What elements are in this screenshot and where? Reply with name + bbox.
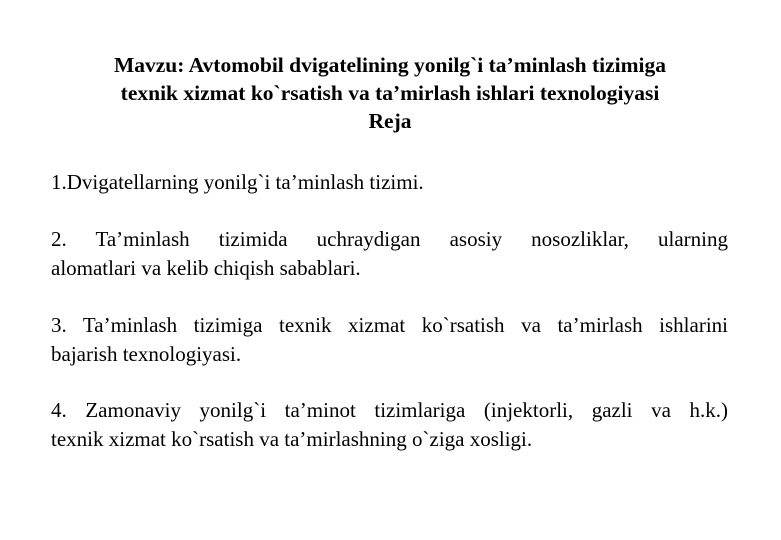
plan-item-1-line-1: 1.Dvigatellarning yonilg`i ta’minlash tizimi. <box>51 170 424 194</box>
plan-item-2 <box>51 225 728 283</box>
plan-item-2-line-1: 2. Ta’minlash tizimida uchraydigan asosiy nosozliklar, ularning <box>51 227 728 251</box>
title-line-1: Mavzu: Avtomobil dvigatelining yonilg`i ta’minlash tizimiga <box>113 53 667 77</box>
plan-item-1 <box>51 168 728 197</box>
plan-item-4 <box>51 396 728 454</box>
plan-item-3-line-2: bajarish texnologiyasi. <box>51 342 242 366</box>
plan-item-4-line-2: texnik xizmat ko`rsatish va ta’mirlashning o`ziga xosligi. <box>51 427 533 451</box>
plan-item-2-line-2: alomatlari va kelib chiqish sabablari. <box>51 256 361 280</box>
plan-item-4-line-1: 4. Zamonaviy yonilg`i ta’minot tizimlariga (injektorli, gazli va h.k.) <box>51 398 728 422</box>
plan-item-3-line-1: 3. Ta’minlash tizimiga texnik xizmat ko`rsatish va ta’mirlash ishlarini <box>51 313 728 337</box>
title-line-2: texnik xizmat ko`rsatish va ta’mirlash ishlari texnologiyasi <box>120 81 660 105</box>
plan-heading: Reja <box>368 109 412 133</box>
document-title <box>50 51 730 135</box>
plan-item-3 <box>51 311 728 369</box>
